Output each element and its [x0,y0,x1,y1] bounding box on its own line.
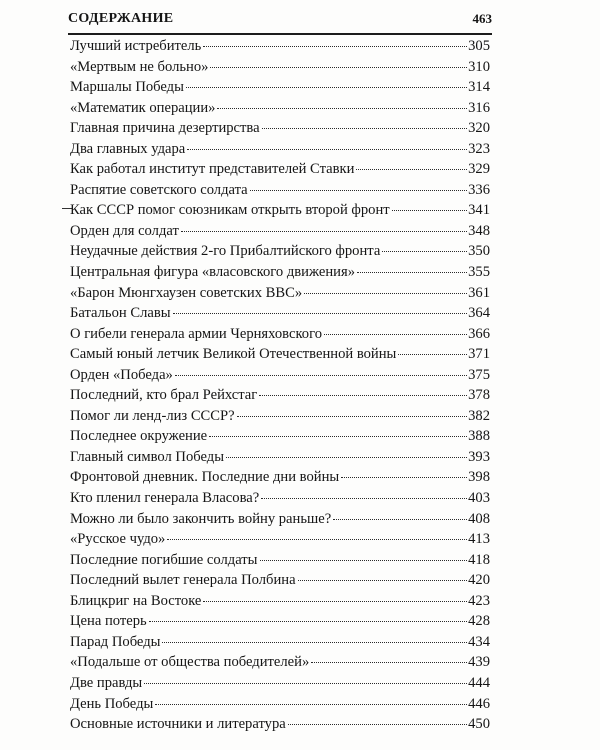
toc-entry [70,262,490,283]
toc-entry [70,283,490,304]
toc-entry-page: 408 [468,510,490,527]
toc-entry-title: Орден «Победа» [70,366,173,383]
toc-entry-page: 341 [468,202,490,219]
toc-entry-title: О гибели генерала армии Черняховского [70,325,323,342]
toc-entry [70,570,490,591]
toc-entry-title: Батальон Славы [70,305,171,322]
toc-entry-page: 350 [468,243,490,260]
dot-leader [304,293,467,294]
toc-entry [70,529,490,550]
toc-entry-title: Главный символ Победы [70,448,224,465]
toc-entry-title: Маршалы Победы [70,79,184,96]
dot-leader [357,272,467,273]
section-title: СОДЕРЖАНИЕ [68,11,174,26]
toc-entry-page: 446 [468,695,490,712]
dot-leader [341,477,467,478]
toc-entry [70,447,490,468]
running-header [68,8,492,34]
toc-entry-page: 371 [468,346,490,363]
toc-entry [70,303,490,324]
toc-entry [70,467,490,488]
dot-leader [382,251,467,252]
dot-leader [209,436,467,437]
toc-entry-title: «Подальше от общества победителей» [70,654,310,671]
toc-entry-page: 398 [468,469,490,486]
toc-entry [70,159,490,180]
toc-entry-page: 423 [468,592,490,609]
toc-entry-page: 439 [468,654,490,671]
toc-entry [70,139,490,160]
toc-entry-page: 434 [468,633,490,650]
dot-leader [186,87,467,88]
toc-entry-page: 348 [468,222,490,239]
toc-entry [70,714,490,735]
toc-entry-page: 336 [468,181,490,198]
toc-entry [70,406,490,427]
dot-leader [144,683,467,684]
toc-entry-page: 364 [468,305,490,322]
toc-entry-title: Последний, кто брал Рейхстаг [70,387,258,404]
dot-leader [226,457,467,458]
toc-entry [70,221,490,242]
toc-entry [70,694,490,715]
dot-leader [175,375,467,376]
toc-entry [70,611,490,632]
dot-leader [259,395,467,396]
dot-leader [298,580,468,581]
toc-entry-page: 361 [468,284,490,301]
toc-entry [70,509,490,530]
toc-entry-page: 310 [468,58,490,75]
toc-entry-page: 382 [468,407,490,424]
dot-leader [155,704,467,705]
toc-entry-title: День Победы [70,695,154,712]
toc-entry-title: Основные источники и литература [70,716,286,733]
toc-entry-page: 375 [468,366,490,383]
dot-leader [260,560,468,561]
toc-entry [70,652,490,673]
toc-entry-page: 420 [468,572,490,589]
toc-entry [70,344,490,365]
dot-leader [203,601,467,602]
toc-entry-page: 378 [468,387,490,404]
toc-entry-page: 366 [468,325,490,342]
dot-leader [181,231,467,232]
toc-entry [70,200,490,221]
dot-leader [187,149,467,150]
dot-leader [261,498,467,499]
dot-leader [398,354,467,355]
toc-entry-page: 428 [468,613,490,630]
toc-entry [70,77,490,98]
toc-entry-title: Распятие советского солдата [70,181,248,198]
toc-entry [70,324,490,345]
toc-entry-title: Лучший истребитель [70,38,202,54]
toc-entry-title: «Барон Мюнгхаузен советских ВВС» [70,284,303,301]
dot-leader [173,313,468,314]
toc-entry-title: Помог ли ленд-лиз СССР? [70,407,235,424]
toc-entry [70,591,490,612]
toc-entry-title: Две правды [70,674,143,691]
toc-entry-title: Последние погибшие солдаты [70,551,258,568]
toc-entry-page: 403 [468,490,490,507]
toc-entry [70,488,490,509]
page-number: 463 [472,11,492,26]
toc-entry [70,118,490,139]
dot-leader [392,210,467,211]
toc-entry-page: 329 [468,161,490,178]
dot-leader [237,416,467,417]
toc-entry-title: Самый юный летчик Великой Отечественной войны [70,346,397,363]
toc-entry-page: 393 [468,448,490,465]
toc-entry-title: Можно ли было закончить войну раньше? [70,510,332,527]
toc-entry [70,98,490,119]
dot-leader [149,621,467,622]
toc-entry-title: Центральная фигура «власовского движения» [70,264,355,281]
toc-entry-title: Фронтовой дневник. Последние дни войны [70,469,340,486]
dot-leader [311,662,467,663]
toc-entry-title: Главная причина дезертирства [70,120,260,137]
toc-entry [70,426,490,447]
toc-entry-page: 320 [468,120,490,137]
toc-entry-title: «Математик операции» [70,99,216,116]
toc-entry [70,241,490,262]
toc-entry [70,550,490,571]
toc-entry-title: «Мертвым не больно» [70,58,209,75]
toc-entry-title: Кто пленил генерала Власова? [70,490,260,507]
dot-leader [333,519,467,520]
dot-leader [203,46,467,47]
toc-entry-title: Орден для солдат [70,222,179,239]
toc-entry-title: Как работал институт представителей Ставки [70,161,355,178]
dot-leader [210,67,467,68]
dot-leader [288,724,467,725]
toc-entry-title: Последнее окружение [70,428,208,445]
toc-entry-title: Цена потерь [70,613,147,630]
toc-entry [70,36,490,57]
dot-leader [167,539,467,540]
toc-entry-title: Два главных удара [70,140,186,157]
toc-entry-title: Блицкриг на Востоке [70,592,202,609]
toc-entry-page: 444 [468,674,490,691]
toc-entry-page: 316 [468,99,490,116]
toc-entry-page: 388 [468,428,490,445]
toc-entry-page: 450 [468,716,490,733]
dot-leader [356,169,467,170]
toc-entry-title: Последний вылет генерала Полбина [70,572,296,589]
toc-entry [70,673,490,694]
toc-entry [70,57,490,78]
toc-entry [70,180,490,201]
dot-leader [162,642,467,643]
toc-entry-page: 314 [468,79,490,96]
toc-entry [70,385,490,406]
toc-entry-title: Как СССР помог союзникам открыть второй фронт [70,202,390,219]
table-of-contents [70,36,490,735]
toc-entry-title: Парад Победы [70,633,161,650]
toc-entry [70,365,490,386]
toc-entry-page: 413 [468,531,490,548]
dot-leader [217,108,467,109]
toc-entry-title: Неудачные действия 2-го Прибалтийского фронта [70,243,381,260]
toc-entry-page: 418 [468,551,490,568]
toc-entry-page: 355 [468,264,490,281]
dot-leader [324,334,467,335]
dot-leader [262,128,468,129]
header-rule [68,33,492,35]
toc-entry-page: 305 [468,38,490,54]
toc-entry-title: «Русское чудо» [70,531,166,548]
dot-leader [250,190,467,191]
toc-entry-page: 323 [468,140,490,157]
toc-entry [70,632,490,653]
